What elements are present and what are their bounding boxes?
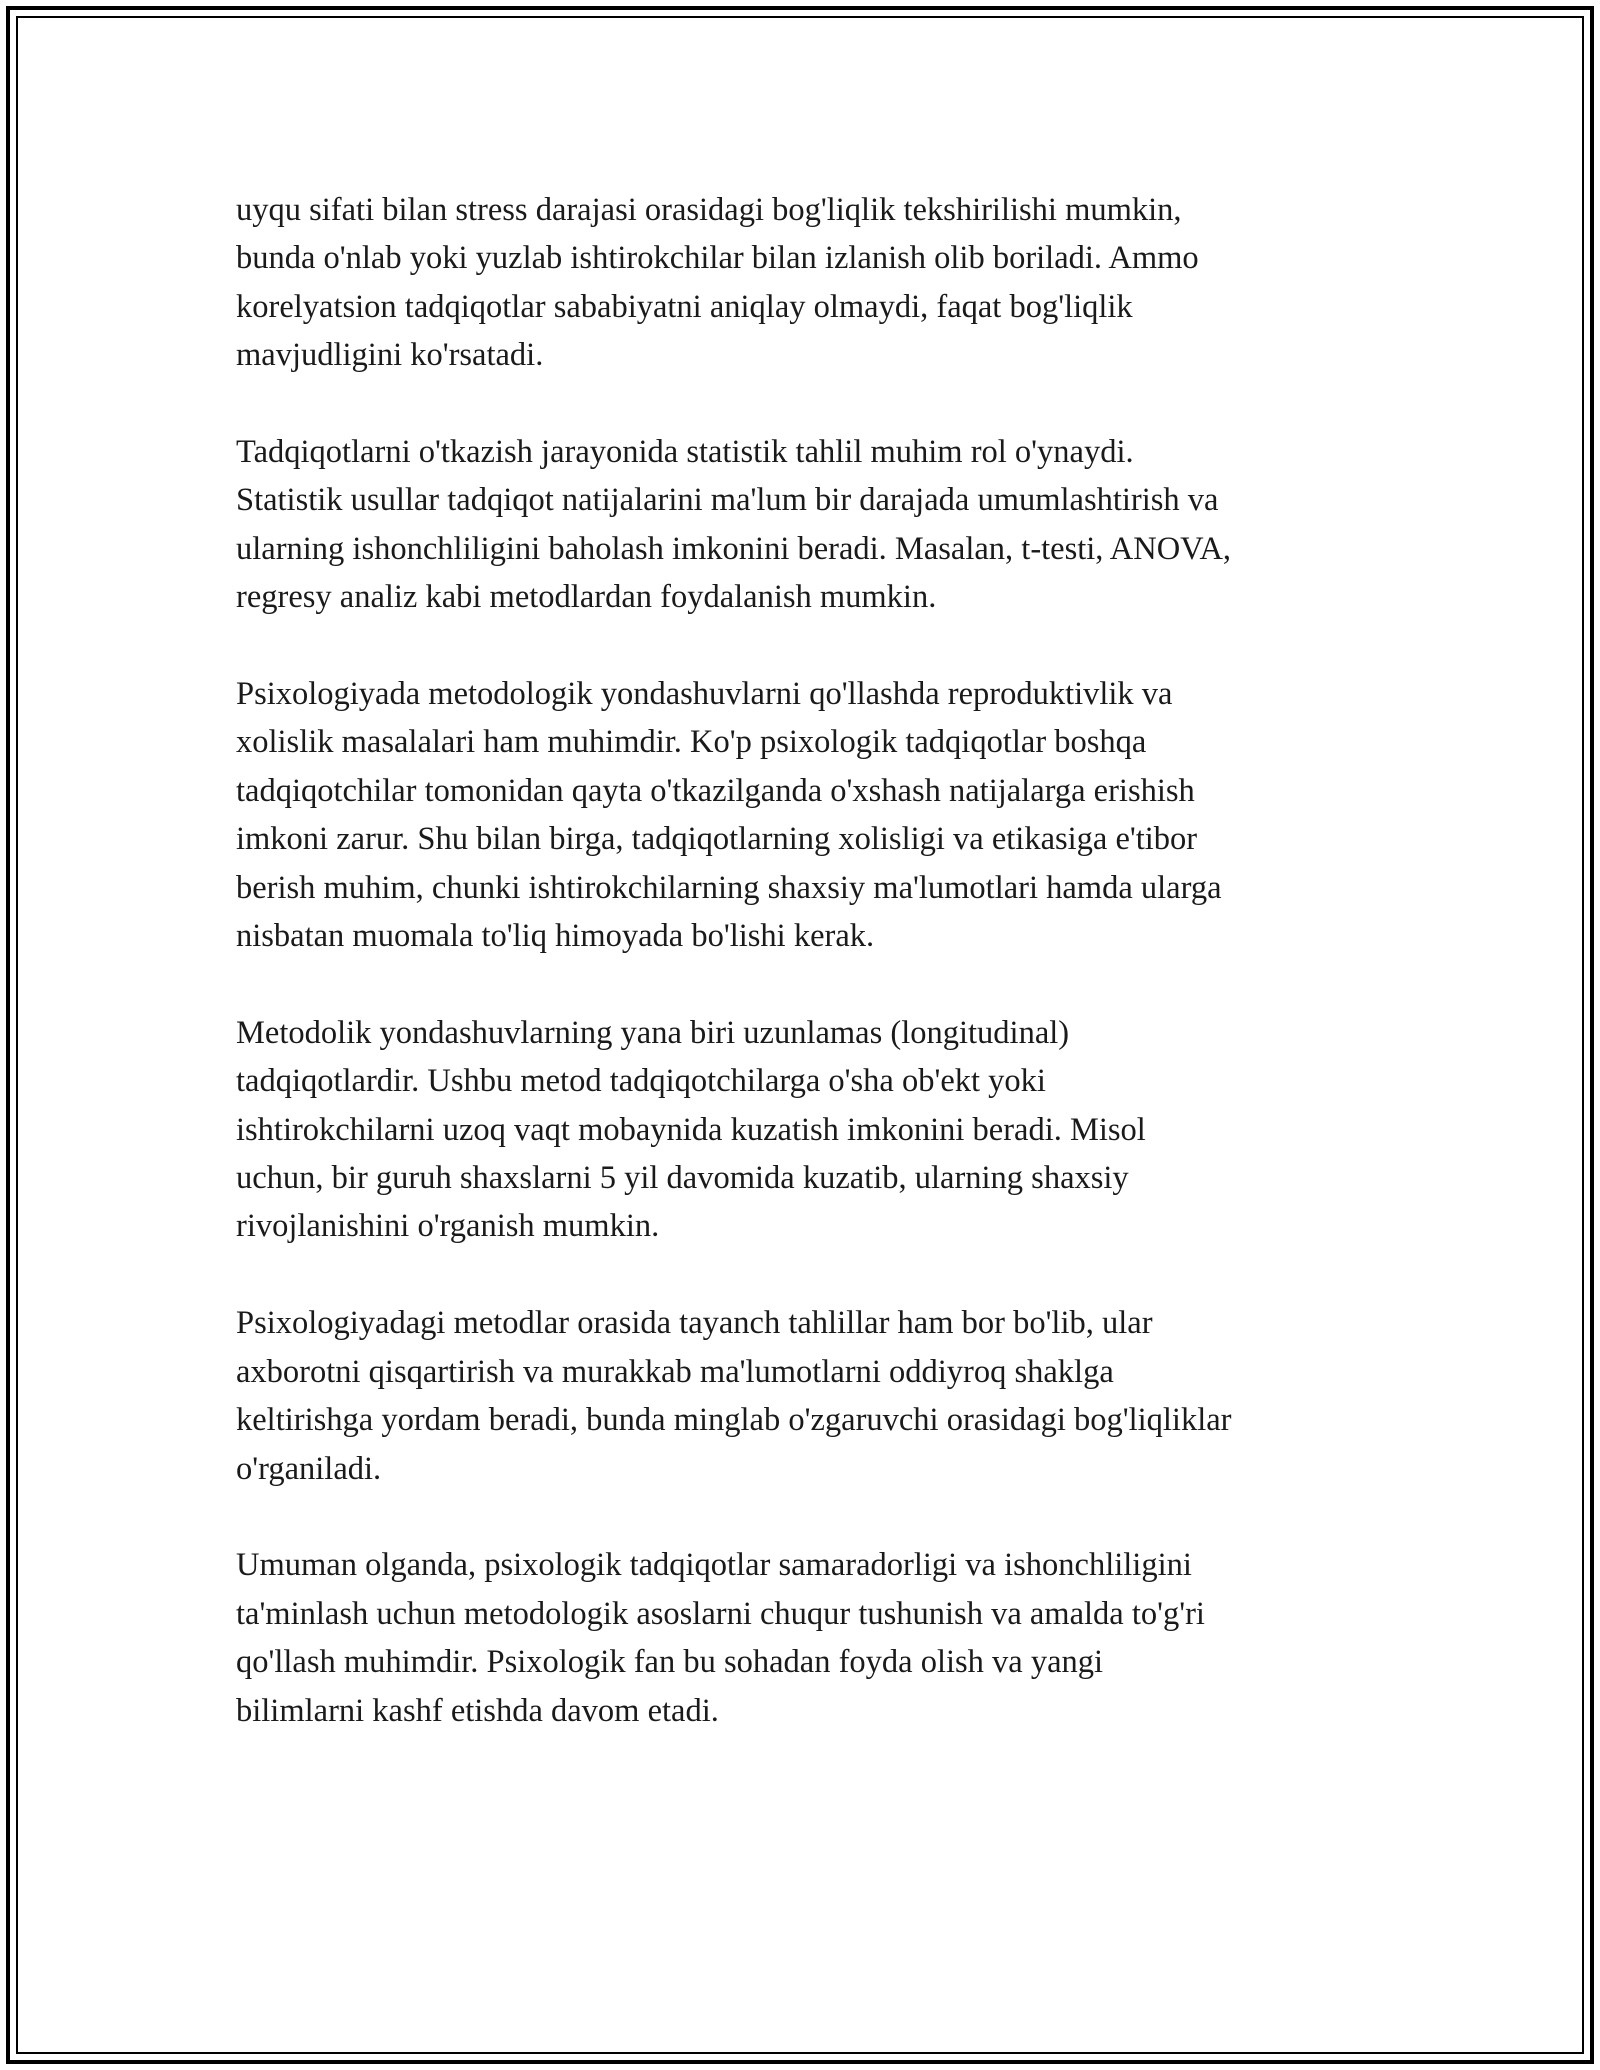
paragraph-reproducibility: Psixologiyada metodologik yondashuvlarni qo'llashda reproduktivlik va xolislik masalalari ham muhimdir. Ko'p psixologik tadqiqotlar boshqa tadqiqotchilar tomonidan qayta o'tkazilganda o'xshash natijalarga erishish imkoni zarur. Shu bilan birga, tadqiqotlarning xolisligi va etikasiga e'tibor berish muhim, chunki ishtirokchilarning shaxsiy ma'lumotlari hamda ularga nisbatan muomala to'liq himoyada bo'lishi kerak. [236, 676, 1222, 955]
paragraph-core-analyses: Psixologiyadagi metodlar orasida tayanch tahlillar ham bor bo'lib, ular axborotni qisqartirish va murakkab ma'lumotlarni oddiyroq shaklga keltirishga yordam beradi, bunda minglab o'zgaruvchi orasidagi bog'liqliklar o'rganiladi. [236, 1305, 1232, 1487]
paragraph-correlational-studies: uyqu sifati bilan stress darajasi orasidagi bog'liqlik tekshirilishi mumkin, bunda o'nlab yoki yuzlab ishtirokchilar bilan izlanish olib boriladi. Ammo korelyatsion tadqiqotlar sababiyatni aniqlay olmaydi, faqat bog'liqlik mavjudligini ko'rsatadi. [236, 192, 1199, 374]
paragraph-conclusion: Umuman olganda, psixologik tadqiqotlar samaradorligi va ishonchliligini ta'minlash uchun metodologik asoslarni chuqur tushunish va amalda to'g'ri qo'llash muhimdir. Psixologik fan bu sohadan foyda olish va yangi bilimlarni kashf etishda davom etadi. [236, 1547, 1205, 1729]
paragraph-longitudinal-studies: Metodolik yondashuvlarning yana biri uzunlamas (longitudinal) tadqiqotlardir. Ushbu metod tadqiqotchilarga o'sha ob'ekt yoki ishtirokchilarni uzoq vaqt mobaynida kuzatish imkonini beradi. Misol uchun, bir guruh shaxslarni 5 yil davomida kuzatib, ularning shaxsiy rivojlanishini o'rganish mumkin. [236, 1014, 1146, 1245]
paragraph-statistical-analysis: Tadqiqotlarni o'tkazish jarayonida statistik tahlil muhim rol o'ynaydi. Statistik usullar tadqiqot natijalarini ma'lum bir darajada umumlashtirish va ularning ishonchliligini baholash imkonini beradi. Masalan, t-testi, ANOVA, regresy analiz kabi metodlardan foydalanish mumkin. [236, 434, 1232, 616]
document-body [236, 186, 1376, 1783]
